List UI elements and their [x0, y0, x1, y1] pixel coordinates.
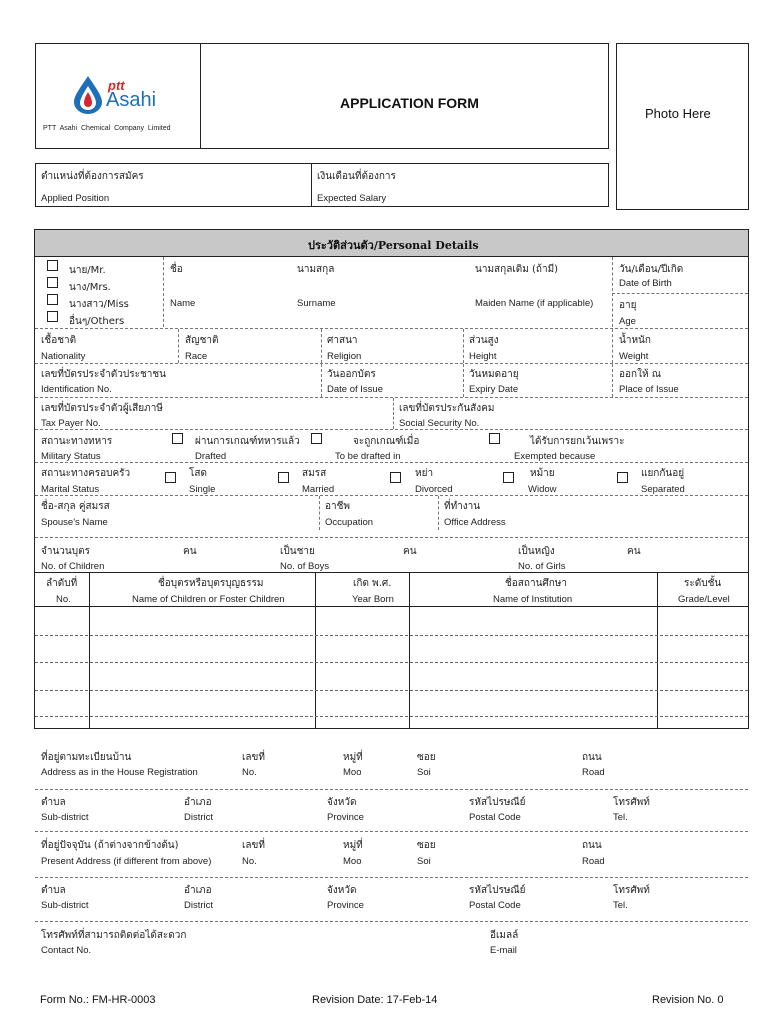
name-en: Name [170, 298, 196, 309]
spouse-en: Spouse's Name [41, 517, 108, 528]
religion-en: Religion [327, 351, 362, 362]
maiden-en: Maiden Name (if applicable) [475, 298, 594, 309]
logo-brand: ptt [108, 78, 125, 93]
tel-2-en: Tel. [613, 900, 628, 911]
place-th: ออกให้ ณ [619, 369, 661, 380]
tobe-th: จะถูกเกณฑ์เมื่อ [353, 436, 420, 447]
children-en: No. of Children [41, 561, 105, 572]
marital-en: Marital Status [41, 484, 100, 495]
row-separator-7 [35, 537, 748, 538]
province-2-th: จังหวัด [327, 885, 357, 896]
row-separator-4 [35, 429, 748, 430]
province-1-th: จังหวัด [327, 797, 357, 808]
tel-1-en: Tel. [613, 812, 628, 823]
dob-separator [612, 293, 748, 294]
children-unit: คน [183, 546, 197, 557]
married-th: สมรส [302, 468, 327, 479]
postal-1-th: รหัสไปรษณีย์ [469, 797, 526, 808]
present-no-th: เลขที่ [242, 840, 265, 851]
boys-th: เป็นชาย [280, 546, 315, 557]
single-en: Single [189, 484, 216, 495]
children-table-row-line-2 [35, 662, 748, 663]
race-col-divider [178, 329, 179, 363]
height-en: Height [469, 351, 497, 362]
weight-en: Weight [619, 351, 649, 362]
tobe-en: To be drafted in [335, 451, 401, 462]
col-institution-en: Name of Institution [493, 594, 573, 605]
col-name-th: ชื่อบุตรหรือบุตรบุญธรรม [158, 578, 264, 589]
checkbox-separated[interactable] [617, 472, 628, 483]
girls-en: No. of Girls [518, 561, 566, 572]
children-table-col2 [315, 572, 316, 729]
header-divider [200, 43, 201, 149]
surname-en: Surname [297, 298, 336, 309]
name-th: ชื่อ [170, 264, 183, 275]
issue-en: Date of Issue [327, 384, 383, 395]
house-road-th: ถนน [582, 752, 602, 763]
postal-1-en: Postal Code [469, 812, 521, 823]
col-institution-th: ชื่อสถานศึกษา [505, 578, 568, 589]
house-address-en: Address as in the House Registration [41, 767, 198, 778]
drafted-en: Drafted [195, 451, 227, 462]
ssn-en: Social Security No. [399, 418, 480, 429]
divorced-th: หย่า [415, 468, 434, 479]
row-separator-1 [35, 328, 748, 329]
single-th: โสด [189, 468, 207, 479]
office-col-divider [438, 496, 439, 530]
photo-label: Photo Here [645, 106, 711, 121]
height-th: ส่วนสูง [469, 335, 499, 346]
checkbox-mrs[interactable] [47, 277, 58, 288]
checkbox-married[interactable] [278, 472, 289, 483]
occupation-en: Occupation [325, 517, 374, 528]
email-en: E-mail [490, 945, 517, 956]
col-grade-th: ระดับชั้น [684, 578, 722, 589]
col-name-en: Name of Children or Foster Children [132, 594, 285, 605]
col-grade-en: Grade/Level [678, 594, 730, 605]
nationality-en: Nationality [41, 351, 86, 362]
col-year-th: เกิด พ.ศ. [353, 578, 392, 589]
present-no-en: No. [242, 856, 257, 867]
checkbox-others[interactable] [47, 311, 58, 322]
id-en: Identification No. [41, 384, 112, 395]
checkbox-to-be-drafted[interactable] [311, 433, 322, 444]
photo-box[interactable] [616, 43, 749, 210]
expiry-th: วันหมดอายุ [469, 369, 519, 380]
girls-th: เป็นหญิง [518, 546, 555, 557]
house-no-th: เลขที่ [242, 752, 265, 763]
tax-en: Tax Payer No. [41, 418, 101, 429]
dob-en: Date of Birth [619, 278, 672, 289]
race-en: Race [185, 351, 208, 362]
form-title: APPLICATION FORM [340, 95, 479, 111]
col-year-en: Year Born [352, 594, 394, 605]
present-moo-en: Moo [343, 856, 362, 867]
present-address-en: Present Address (if different from above) [41, 856, 212, 867]
row-separator-3 [35, 397, 748, 398]
religion-th: ศาสนา [327, 335, 358, 346]
checkbox-exempted[interactable] [489, 433, 500, 444]
address-separator-1 [35, 789, 748, 790]
ssn-col-divider [393, 398, 394, 429]
ssn-th: เลขที่บัตรประกันสังคม [399, 403, 495, 414]
company-name: PTT Asahi Chemical Company Limited [43, 125, 171, 132]
district-1-en: District [184, 812, 214, 823]
salary-th: เงินเดือนที่ต้องการ [317, 171, 396, 182]
age-en: Age [619, 316, 636, 327]
age-th: อายุ [619, 300, 637, 311]
exempt-th: ได้รับการยกเว้นเพราะ [530, 436, 625, 447]
present-soi-en: Soi [417, 856, 431, 867]
province-1-en: Province [327, 812, 364, 823]
married-en: Married [302, 484, 335, 495]
province-2-en: Province [327, 900, 364, 911]
checkbox-mr[interactable] [47, 260, 58, 271]
children-table-col3 [409, 572, 410, 729]
checkbox-single[interactable] [165, 472, 176, 483]
office-en: Office Address [444, 517, 506, 528]
divorced-en: Divorced [415, 484, 453, 495]
tax-th: เลขที่บัตรประจำตัวผู้เสียภาษี [41, 403, 163, 414]
children-table-row-line-4 [35, 716, 748, 717]
spouse-th: ชื่อ-สกุล คู่สมรส [41, 501, 110, 512]
separated-en: Separated [641, 484, 685, 495]
present-moo-th: หมู่ที่ [343, 840, 363, 851]
issue-th: วันออกบัตร [327, 369, 376, 380]
boys-en: No. of Boys [280, 561, 330, 572]
address-separator-3 [35, 877, 748, 878]
subdistrict-1-en: Sub-district [41, 812, 89, 823]
place-en: Place of Issue [619, 384, 679, 395]
weight-col-divider [612, 329, 613, 363]
checkbox-widow[interactable] [503, 472, 514, 483]
expiry-en: Expiry Date [469, 384, 519, 395]
children-table-header-bottom [35, 606, 748, 607]
position-divider [311, 163, 312, 207]
position-en: Applied Position [41, 193, 110, 204]
contact-th: โทรศัพท์ที่สามารถติดต่อได้สะดวก [41, 930, 187, 941]
address-separator-4 [35, 921, 748, 922]
district-2-th: อำเภอ [184, 885, 212, 896]
house-road-en: Road [582, 767, 605, 778]
weight-th: น้ำหนัก [619, 335, 651, 346]
children-th: จำนวนบุตร [41, 546, 90, 557]
children-table-col4 [657, 572, 658, 729]
house-address-th: ที่อยู่ตามทะเบียนบ้าน [41, 752, 132, 763]
drop-logo-icon [70, 74, 110, 114]
expiry-col-divider [463, 364, 464, 397]
children-table-col1 [89, 572, 90, 729]
postal-2-th: รหัสไปรษณีย์ [469, 885, 526, 896]
salary-en: Expected Salary [317, 193, 387, 204]
children-table-row-line-3 [35, 690, 748, 691]
children-table-row-line-1 [35, 635, 748, 636]
tel-1-th: โทรศัพท์ [613, 797, 650, 808]
height-col-divider [463, 329, 464, 363]
exempt-en: Exempted because [514, 451, 596, 462]
email-th: อีเมลล์ [490, 930, 519, 941]
subdistrict-2-en: Sub-district [41, 900, 89, 911]
place-col-divider [612, 364, 613, 397]
subdistrict-1-th: ตำบล [41, 797, 66, 808]
revision-number: Revision No. 0 [652, 994, 724, 1006]
girls-unit: คน [627, 546, 641, 557]
row-separator-5 [35, 462, 748, 463]
address-separator-2 [35, 831, 748, 832]
military-th: สถานะทางทหาร [41, 436, 113, 447]
separated-th: แยกกันอยู่ [641, 468, 685, 479]
race-th: สัญชาติ [185, 335, 219, 346]
house-moo-en: Moo [343, 767, 362, 778]
checkbox-miss[interactable] [47, 294, 58, 305]
checkbox-drafted[interactable] [172, 433, 183, 444]
col-no-en: No. [56, 594, 71, 605]
contact-en: Contact No. [41, 945, 92, 956]
title-mr-label: นาย/Mr. [69, 265, 106, 276]
house-moo-th: หมู่ที่ [343, 752, 363, 763]
title-others-label: อื่นๆ/Others [69, 316, 125, 327]
dob-th: วัน/เดือน/ปีเกิด [619, 264, 684, 275]
id-th: เลขที่บัตรประจำตัวประชาชน [41, 369, 166, 380]
occupation-th: อาชีพ [325, 501, 350, 512]
house-no-en: No. [242, 767, 257, 778]
title-miss-label: นางสาว/Miss [69, 299, 129, 310]
postal-2-en: Postal Code [469, 900, 521, 911]
checkbox-divorced[interactable] [390, 472, 401, 483]
house-soi-th: ซอย [417, 752, 436, 763]
logo-name: Asahi [106, 89, 157, 111]
widow-th: หม้าย [530, 468, 555, 479]
children-table-top [35, 572, 748, 573]
marital-th: สถานะทางครอบครัว [41, 468, 131, 479]
present-soi-th: ซอย [417, 840, 436, 851]
surname-th: นามสกุล [297, 264, 335, 275]
company-logo [70, 74, 170, 118]
title-mrs-label: นาง/Mrs. [69, 282, 111, 293]
subdistrict-2-th: ตำบล [41, 885, 66, 896]
dob-col-divider [612, 257, 613, 327]
present-road-th: ถนน [582, 840, 602, 851]
office-th: ที่ทำงาน [444, 501, 481, 512]
district-1-th: อำเภอ [184, 797, 212, 808]
district-2-en: District [184, 900, 214, 911]
military-en: Military Status [41, 451, 101, 462]
issue-col-divider [321, 364, 322, 397]
row-separator-2 [35, 363, 748, 364]
present-road-en: Road [582, 856, 605, 867]
drafted-th: ผ่านการเกณฑ์ทหารแล้ว [195, 436, 300, 447]
form-number: Form No.: FM-HR-0003 [40, 994, 156, 1006]
present-address-th: ที่อยู่ปัจจุบัน (ถ้าต่างจากข้างต้น) [41, 840, 179, 851]
religion-col-divider [321, 329, 322, 363]
tel-2-th: โทรศัพท์ [613, 885, 650, 896]
personal-section-title: ประวัติส่วนตัว/Personal Details [308, 239, 479, 252]
house-soi-en: Soi [417, 767, 431, 778]
nationality-th: เชื้อชาติ [41, 335, 77, 346]
occupation-col-divider [319, 496, 320, 530]
col-no-th: ลำดับที่ [46, 578, 78, 589]
revision-date: Revision Date: 17-Feb-14 [312, 994, 438, 1006]
position-th: ตำแหน่งที่ต้องการสมัคร [41, 171, 144, 182]
boys-unit: คน [403, 546, 417, 557]
widow-en: Widow [528, 484, 557, 495]
name-col-divider [163, 257, 164, 327]
maiden-th: นามสกุลเดิม (ถ้ามี) [475, 264, 559, 275]
row-separator-6 [35, 495, 748, 496]
